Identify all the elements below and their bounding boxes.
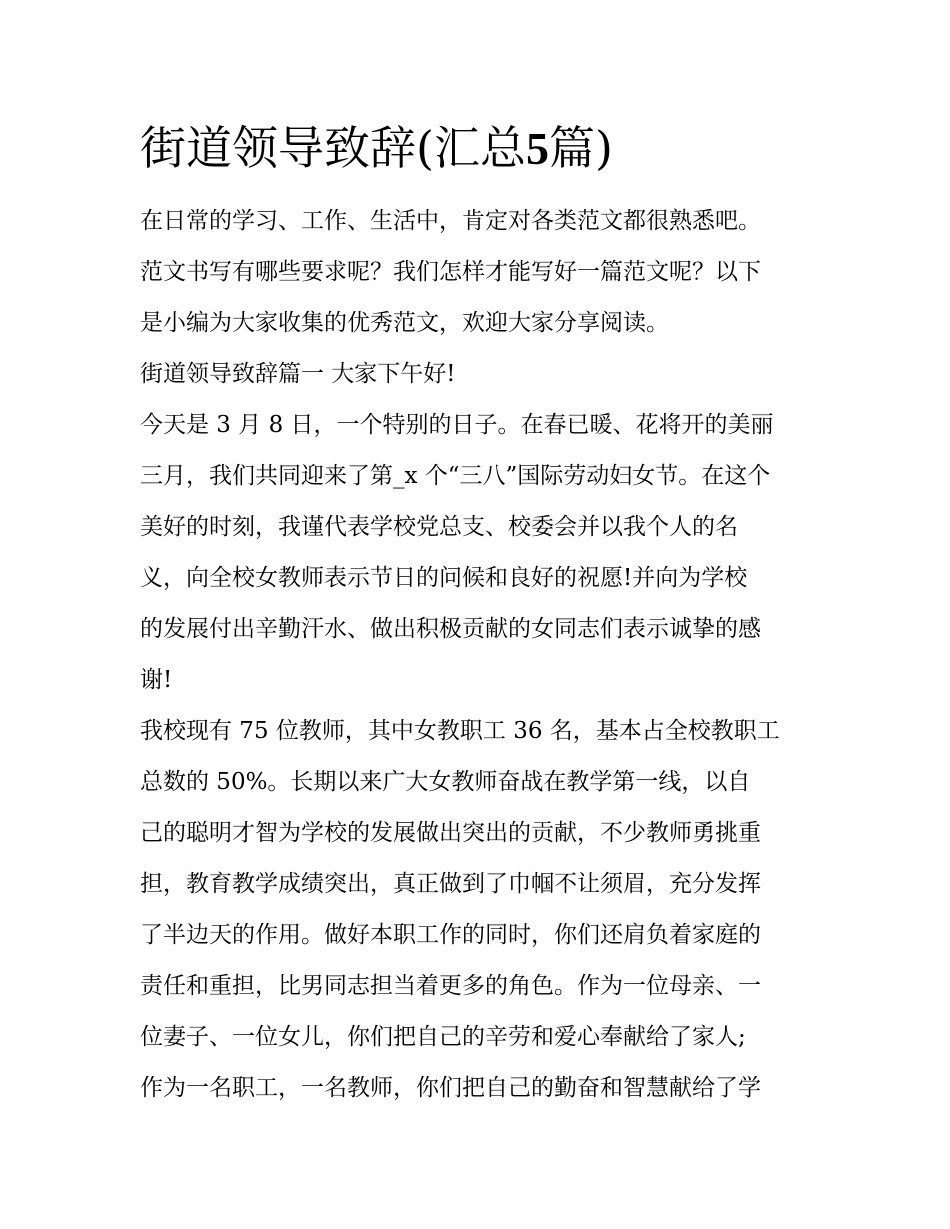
- text-line: 的发展付出辛勤汗水、做出积极贡献的女同志们表示诚挚的感: [140, 616, 761, 642]
- text-line: 在日常的学习、工作、生活中，肯定对各类范文都很熟悉吧。: [140, 208, 761, 234]
- title-prefix: 街道领导致辞(汇总: [140, 121, 526, 175]
- text-line: 了半边天的作用。做好本职工作的同时，你们还肩负着家庭的: [140, 922, 761, 948]
- text-line: 是小编为大家收集的优秀范文，欢迎大家分享阅读。: [140, 310, 669, 336]
- text-line: 美好的时刻，我谨代表学校党总支、校委会并以我个人的名: [140, 514, 738, 540]
- text-line: 三月，我们共同迎来了第_x 个“三八”国际劳动妇女节。在这个: [140, 463, 771, 489]
- text-line: 我校现有 75 位教师，其中女教职工 36 名，基本占全校教职工: [140, 718, 780, 744]
- text-line: 己的聪明才智为学校的发展做出突出的贡献，不少教师勇挑重: [140, 820, 761, 846]
- text-line: 责任和重担，比男同志担当着更多的角色。作为一位母亲、一: [140, 973, 761, 999]
- text-line: 义，向全校女教师表示节日的问候和良好的祝愿!并向为学校: [140, 565, 748, 591]
- text-line: 作为一名职工，一名教师，你们把自己的勤奋和智慧献给了学: [140, 1075, 761, 1101]
- text-line: 今天是 3 月 8 日，一个特别的日子。在春已暖、花将开的美丽: [140, 412, 774, 438]
- text-line: 范文书写有哪些要求呢？我们怎样才能写好一篇范文呢？以下: [140, 259, 761, 285]
- title-suffix: 篇): [548, 121, 613, 175]
- text-line: 谢!: [140, 667, 173, 693]
- text-line: 总数的 50%。长期以来广大女教师奋战在教学第一线，以自: [140, 769, 751, 795]
- title-number: 5: [525, 123, 549, 174]
- document-title: [140, 116, 613, 181]
- text-line: 位妻子、一位女儿，你们把自己的辛劳和爱心奉献给了家人;: [140, 1024, 746, 1050]
- document-body: [140, 196, 820, 1114]
- section-heading-line: 街道领导致辞篇一 大家下午好!: [140, 361, 456, 387]
- text-line: 担，教育教学成绩突出，真正做到了巾帼不让须眉，充分发挥: [140, 871, 761, 897]
